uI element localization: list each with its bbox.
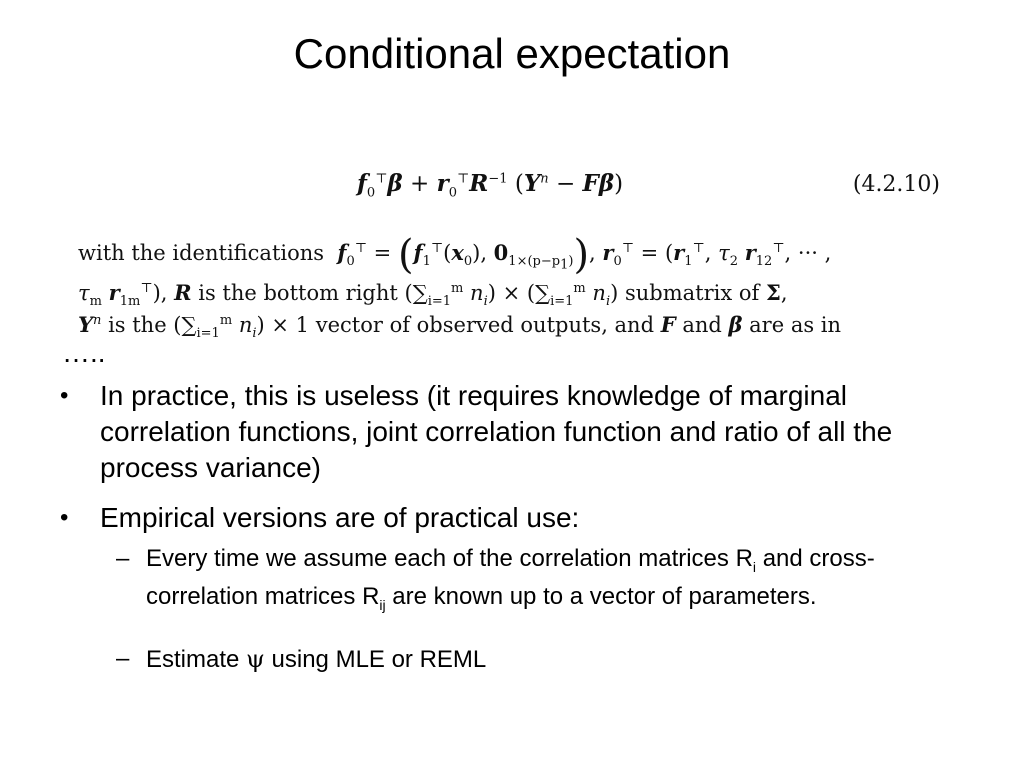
equation-main: $f_0^⊤\beta + r_0^⊤R^{-1}$ $(Y^n - F\beta)$ [357, 170, 624, 201]
sub-bullet-text: Estimate [146, 646, 247, 673]
bullet-item [60, 500, 980, 536]
equation-image [72, 160, 952, 345]
sub-bullet-marker: – [116, 645, 130, 672]
slide-title: Conditional expectation [293, 30, 731, 77]
equation-line-3: $Y^n$ is the ($\sum_{i=1}^m$ $n_i) \times 1$ vector of observed outputs, and F and β are as in [78, 312, 842, 342]
sub-bullet-marker: – [116, 545, 130, 572]
subscript: i [752, 558, 757, 575]
equation-line-2: $\tau_m$ $r_{1m}^⊤$), R is the bottom right ($\sum_{i=1}^m$ $n_i) \times (\sum_{i=1}^m$ $n_i$) submatrix of Σ, [78, 280, 788, 310]
ellipsis: ….. [62, 337, 106, 368]
bullet-item [60, 378, 980, 486]
psi-symbol: ψ [246, 645, 265, 673]
equation-number: (4.2.10) [852, 172, 940, 197]
sub-bullet-text: are known up to a vector of parameters. [385, 582, 817, 610]
sub-bullet-text: and cross-correlation matrices R [146, 545, 875, 610]
bullet-marker: • [60, 382, 69, 409]
sub-bullet-text: using MLE or REML [264, 646, 487, 673]
equation-line-1: with the identifications $f_0^⊤ = (f_1^⊤(x_0)$, $0_{1\times(p-p_1)}$), $r_0^⊤ = (r_1^⊤$, $\tau_2$ $r_{12}^⊤$, ··· , [78, 232, 832, 278]
sub-bullet-item [116, 544, 946, 620]
sub-bullet-item [116, 644, 946, 675]
bullet-text: In practice, this is useless (it requires knowledge of marginal correlation functions, joint correlation function and ratio of all the process variance) [100, 380, 893, 483]
sub-bullet-text: Every time we assume each of the correlation matrices R [146, 545, 753, 572]
subscript: ij [379, 596, 386, 613]
bullet-marker: • [60, 504, 69, 531]
bullet-text: Empirical versions are of practical use: [100, 502, 580, 533]
